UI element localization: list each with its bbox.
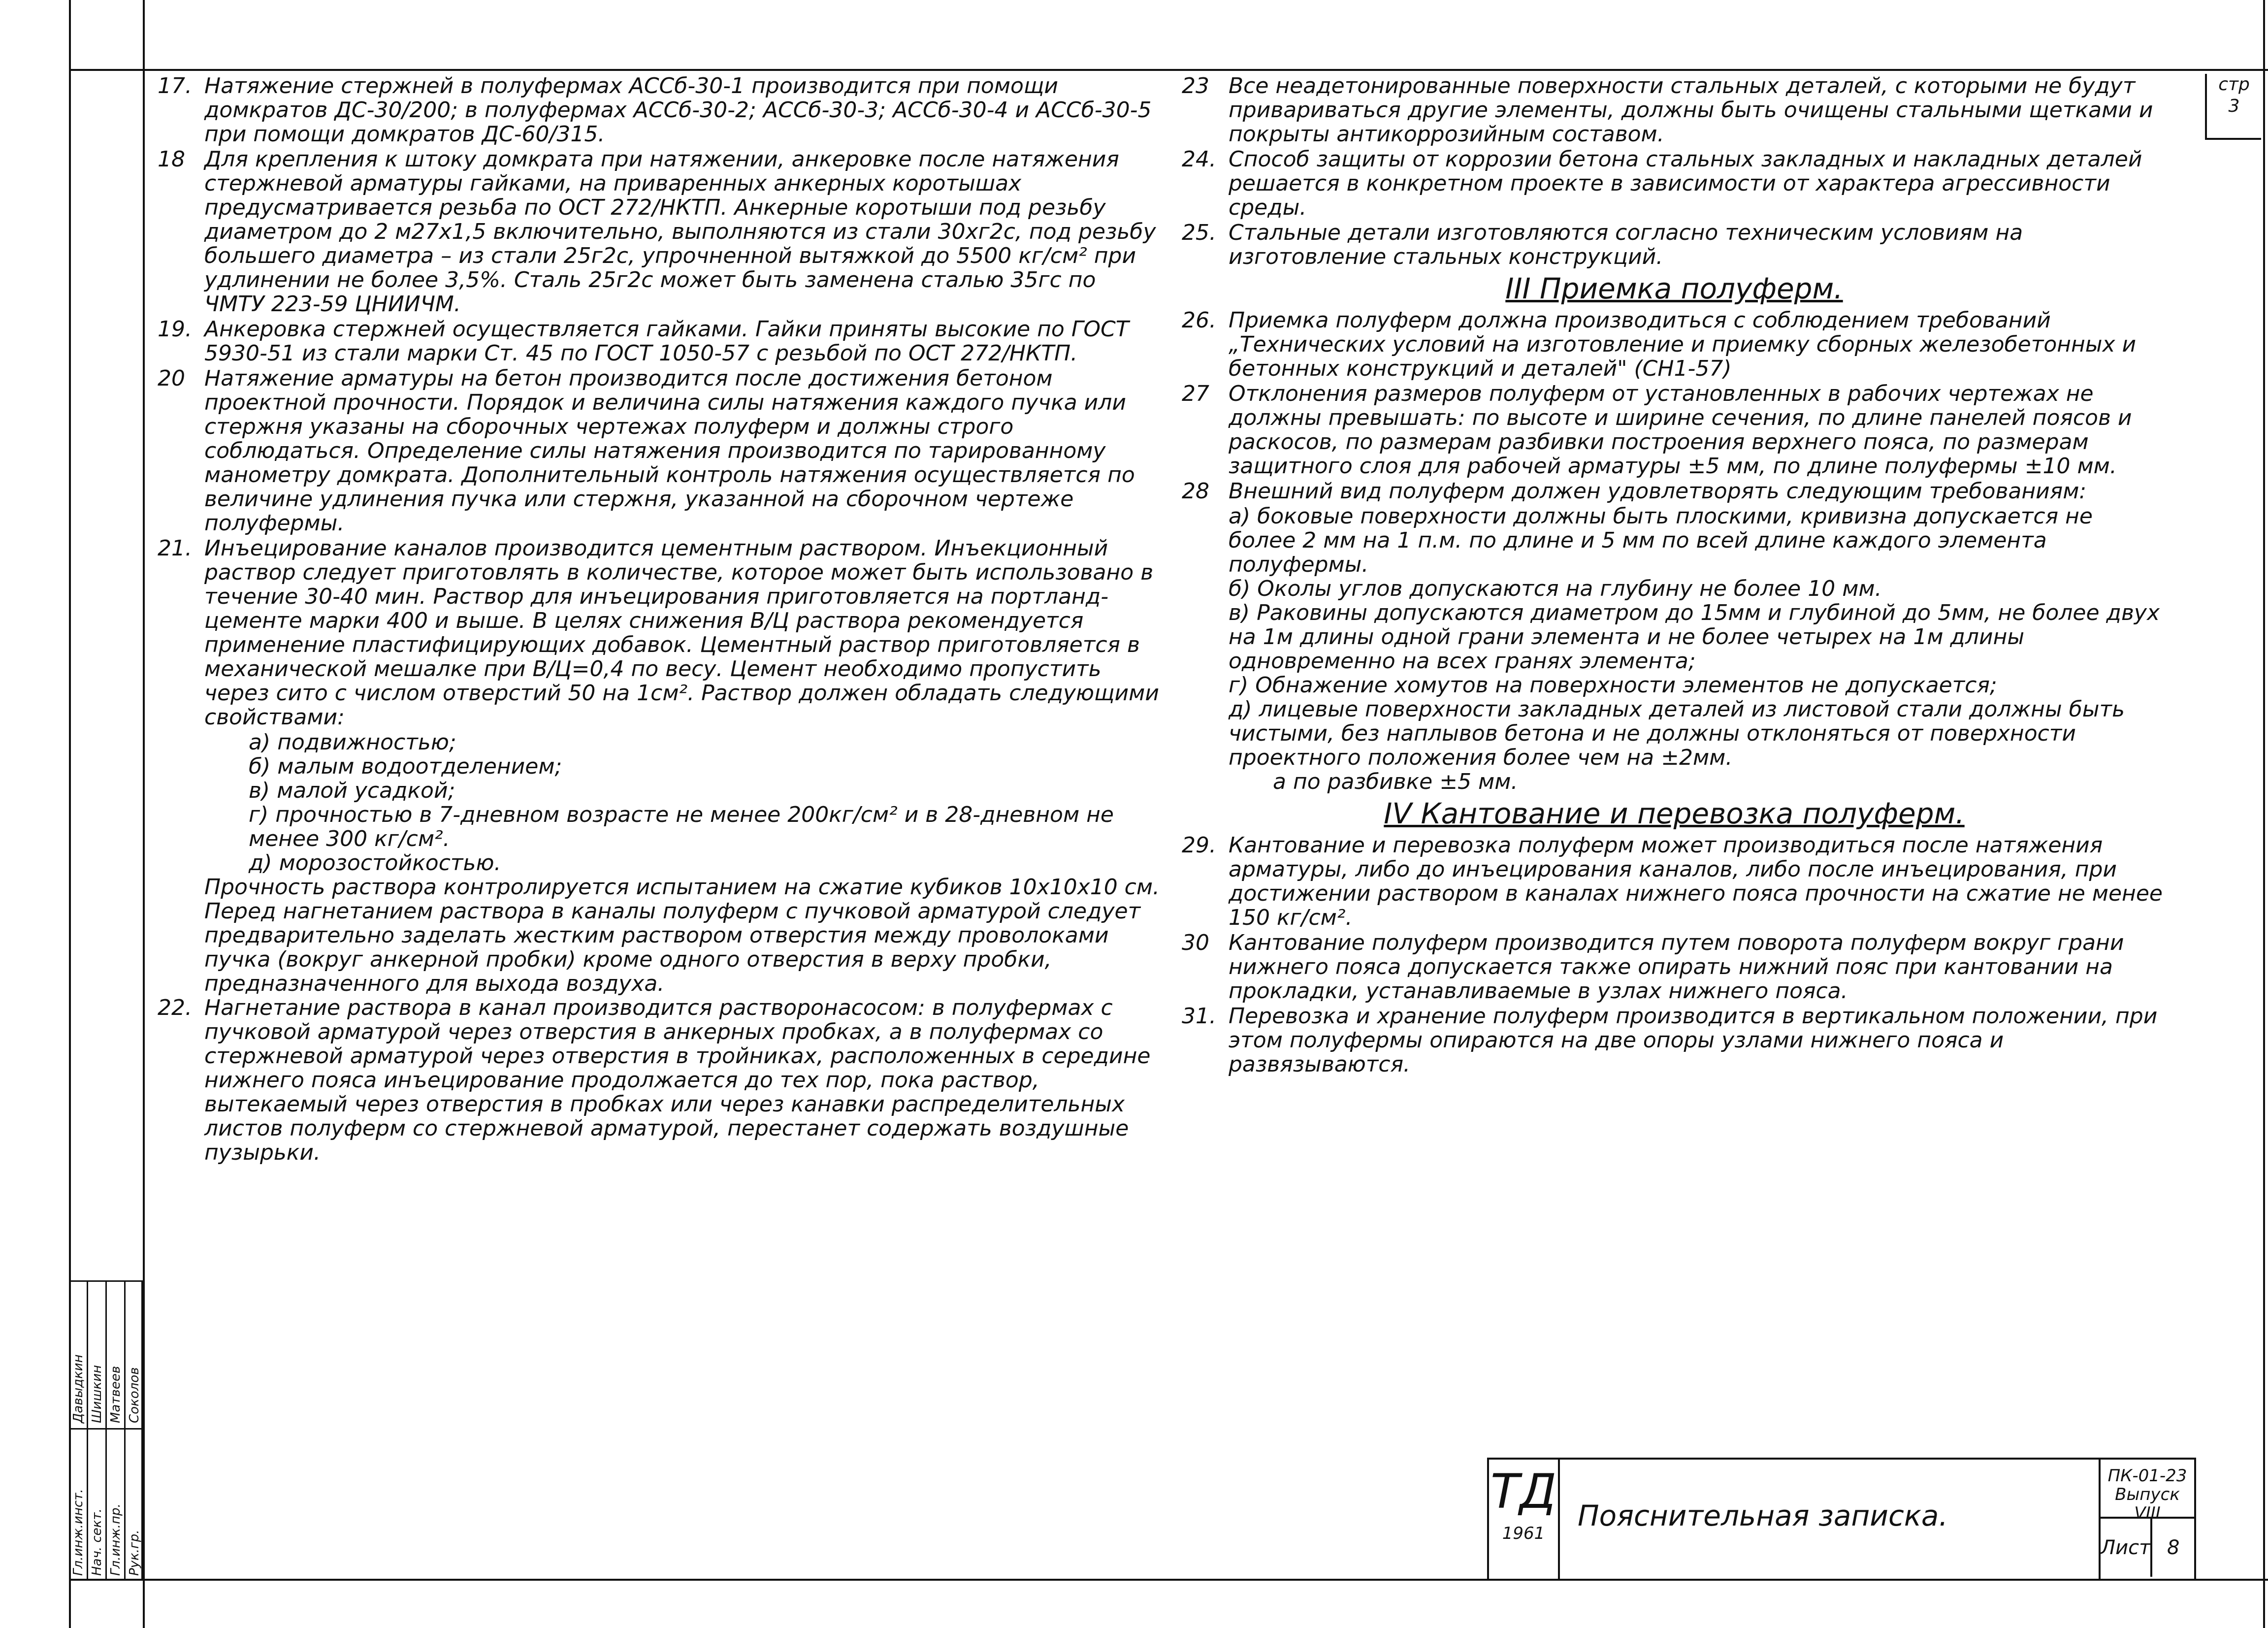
note-item [158, 366, 1162, 535]
note-number: 30 [1182, 930, 1209, 955]
property-line: г) прочностью в 7-дневном возрасте не менее 200кг/см² и в 28-дневном не менее 300 кг/см². [249, 802, 1114, 851]
code-issue-cell [2101, 1460, 2194, 1523]
note-number: 17. [158, 73, 192, 98]
note-item [158, 317, 1162, 365]
stamp-role: Гл.инж.пр. [108, 1503, 123, 1576]
note-number: 21. [158, 536, 192, 561]
note-number: 25. [1182, 220, 1216, 245]
requirement-line: д) лицевые поверхности закладных деталей из листовой стали должны быть чистыми, без наплывов бетона и не должны отклоняться от поверхности проектного положения более чем на ±2мм. [1229, 697, 2125, 770]
stamp-name: Соколов [127, 1367, 142, 1423]
note-number: 22. [158, 995, 192, 1020]
note-text: Приемка полуферм должна производиться с соблюдением требований „Технических условий на изготовление и приемку сборных железобетонных и бетонных конструкций и деталей" (СН1-57) [1229, 308, 2137, 381]
page-tag-label: стр [2218, 74, 2250, 95]
note-text: Кантование полуферм производится путем поворота полуферм вокруг грани нижнего пояса допускается также опирать нижний пояс при кантовании на прокладки, устанавливаемые в узлах нижнего пояса. [1229, 930, 2124, 1004]
series-code: ПК-01-23 [2107, 1466, 2187, 1486]
logo-letters: ТД [1490, 1464, 1556, 1519]
note-text: Перевозка и хранение полуферм производится в вертикальном положении, при этом полуфермы опираются на две опоры узлами нижнего пояса и развязываются. [1229, 1004, 2158, 1077]
logo-year: 1961 [1502, 1524, 1545, 1543]
document-code-cell [2099, 1460, 2194, 1579]
requirement-line: г) Обнажение хомутов на поверхности элементов не допускается; [1229, 673, 1997, 698]
note-text: Инъецирование каналов производится цементным раствором. Инъекционный раствор следует приготовлять в количестве, которое может быть использовано в течение 30-40 мин. Раствор для инъецирования приготовляется на портланд-цементе марки 400 и выше. В целях снижения В/Ц раствора рекомендуется применение пластифицирующих добавок. Цементный раствор приготовляется в механической мешалке при В/Ц=0,4 по весу. Цемент необходимо пропустить через сито с числом отверстий 50 на 1см². Раствор должен обладать следующими свойствами: [204, 536, 1159, 730]
note-number: 19. [158, 317, 192, 342]
frame-right-border [2263, 0, 2265, 1628]
note-text: Стальные детали изготовляются согласно техническим условиям на изготовление стальных конструкций. [1229, 220, 2023, 269]
stamp-name: Шишкин [90, 1365, 104, 1423]
frame-inner-left-border [143, 0, 145, 1628]
note-text: Натяжение стержней в полуфермах АССб-30-1 производится при помощи домкратов ДС-30/200; в полуфермах АССб-30-2; АССб-30-3; АССб-30-4 и АССб-30-5 при помощи домкратов ДС-60/315. [204, 73, 1152, 147]
note-text: Кантование и перевозка полуферм может производиться после натяжения арматуры, либо до инъецирования каналов, либо после инъецирования, при достижении раствором в каналах нижнего пояса прочности на сжатие не менее 150 кг/см². [1229, 833, 2163, 930]
title-block [1487, 1458, 2196, 1581]
note-number: 29. [1182, 833, 1216, 858]
note-item [158, 74, 1162, 146]
stamp-divider [87, 1280, 88, 1581]
signature-stamp [69, 1280, 143, 1581]
stamp-name: Давыдкин [71, 1354, 86, 1423]
note-number: 20 [158, 366, 185, 391]
document-title: Пояснительная записка. [1578, 1499, 1948, 1532]
note-number: 18 [158, 147, 185, 172]
note-item [1182, 382, 2167, 478]
property-line: б) малым водоотделением; [249, 754, 562, 779]
requirement-line: в) Раковины допускаются диаметром до 15мм и глубиной до 5мм, не более двух на 1м длины одной грани элемента и не более четырех на 1м длины одновременно на всех гранях элемента; [1229, 600, 2160, 674]
left-text-column [158, 74, 1162, 1166]
note-item [1182, 833, 2167, 930]
note-item [158, 996, 1162, 1165]
stamp-role: Гл.инж.инст. [71, 1489, 86, 1576]
note-text: Для крепления к штоку домкрата при натяжении, анкеровке после натяжения стержневой арматуры гайками, на приваренных анкерных коротышах предусматривается резьба по ОСТ 272/НКТП. Анкерные коротыши под резьбу диаметром до 2 м27х1,5 включительно, выполняются из стали 30хг2с, под резьбу большего диаметра – из стали 25г2с, упрочненной вытяжкой до 5500 кг/см² при удлинении не более 3,5%. Сталь 25г2с может быть заменена сталью 35гс по ЧМТУ 223-59 ЦНИИЧМ. [204, 147, 1156, 317]
page-tag-number: 3 [2228, 96, 2240, 116]
note-item [1182, 221, 2167, 269]
note-text: Все неадетонированные поверхности стальных деталей, с которыми не будут привариваться другие элементы, должны быть очищены стальными щетками и покрыты антикоррозийным составом. [1229, 73, 2153, 147]
requirement-line: а по разбивке ±5 мм. [1273, 769, 1518, 794]
note-item [158, 147, 1162, 316]
note-item [1182, 931, 2167, 1003]
frame-top-border [69, 69, 2268, 71]
property-line: д) морозостойкостью. [249, 850, 501, 876]
property-line: а) подвижностью; [249, 730, 456, 755]
note-text: Способ защиты от коррозии бетона стальных закладных и накладных деталей решается в конкретном проекте в зависимости от характера агрессивности среды. [1229, 147, 2142, 220]
note-item [1182, 1004, 2167, 1076]
stamp-divider [105, 1280, 107, 1581]
stamp-row-divider [69, 1428, 143, 1430]
right-text-column [1182, 74, 2167, 1077]
note-text: Анкеровка стержней осуществляется гайками. Гайки приняты высокие по ГОСТ 5930-51 из стали марки Ст. 45 по ГОСТ 1050-57 с резьбой по ОСТ 272/НКТП. [204, 317, 1129, 366]
section-heading: IV Кантование и перевозка полуферм. [1384, 797, 1965, 830]
note-number: 31. [1182, 1004, 1216, 1029]
stamp-divider [124, 1280, 126, 1581]
note-text: Отклонения размеров полуферм от установленных в рабочих чертежах не должны превышать: по высоте и ширине сечения, по длине панелей поясов и раскосов, по размерам разбивки построения верхнего пояса, по размерам защитного слоя для рабочей арматуры ±5 мм, по длине полуфермы ±10 мм. [1229, 381, 2132, 479]
note-item [1182, 308, 2167, 381]
requirement-line: а) боковые поверхности должны быть плоскими, кривизна допускается не более 2 мм на 1 п.м. по длине и 5 мм по всей длине каждого элемента полуфермы. [1229, 504, 2093, 577]
note-number: 28 [1182, 479, 1209, 504]
page-number-tag [2205, 74, 2261, 140]
note-item [1182, 147, 2167, 220]
sheet-number: 8 [2150, 1519, 2194, 1577]
paragraph: Перед нагнетанием раствора в каналы полуферм с пучковой арматурой следует предварительно заделать жестким раствором отверстия между проволоками пучка (вокруг анкерной пробки) кроме одного отверстия в верху пробки, предназначенного для выхода воздуха. [204, 899, 1141, 996]
paragraph: Прочность раствора контролируется испытанием на сжатие кубиков 10х10х10 см. [204, 875, 1160, 900]
sheet-number-cell [2101, 1519, 2194, 1577]
issue-label: Выпуск VIII [2115, 1485, 2180, 1523]
note-text: Нагнетание раствора в канал производится растворонасосом: в полуфермах с пучковой арматурой через отверстия в анкерных пробках, а в полуфермах со стержневой арматурой через отверстия в тройниках, расположенных в середине нижнего пояса инъецирование продолжается до тех пор, пока раствор, вытекаемый через отверстия в пробках или через канавки распределительных листов полуферм со стержневой арматурой, перестанет содержать воздушные пузырьки. [204, 995, 1151, 1165]
stamp-role: Рук.гр. [127, 1530, 142, 1576]
section-heading: III Приемка полуферм. [1505, 272, 1843, 305]
note-item [1182, 479, 2167, 503]
stamp-name: Матвеев [108, 1366, 123, 1423]
requirement-line: б) Околы углов допускаются на глубину не более 10 мм. [1229, 576, 1882, 601]
note-text: Натяжение арматуры на бетон производится после достижения бетоном проектной прочности. Порядок и величина силы натяжения каждого пучка или стержня указаны на сборочных чертежах полуферм и должны строго соблюдаться. Определение силы натяжения производится по тарированному манометру домкрата. Дополнительный контроль натяжения осуществляется по величине удлинения пучка или стержня, указанной на сборочном чертеже полуфермы. [204, 366, 1135, 536]
note-item [158, 536, 1162, 729]
property-line: в) малой усадкой; [249, 778, 455, 803]
note-number: 27 [1182, 381, 1209, 406]
institute-logo [1489, 1460, 1560, 1579]
note-number: 26. [1182, 308, 1216, 333]
stamp-role: Нач. сект. [90, 1508, 104, 1576]
note-number: 23 [1182, 73, 1209, 98]
note-number: 24. [1182, 147, 1216, 172]
sheet-label: Лист [2101, 1536, 2151, 1559]
note-text: Внешний вид полуферм должен удовлетворять следующим требованиям: [1229, 479, 2087, 504]
note-item [1182, 74, 2167, 146]
